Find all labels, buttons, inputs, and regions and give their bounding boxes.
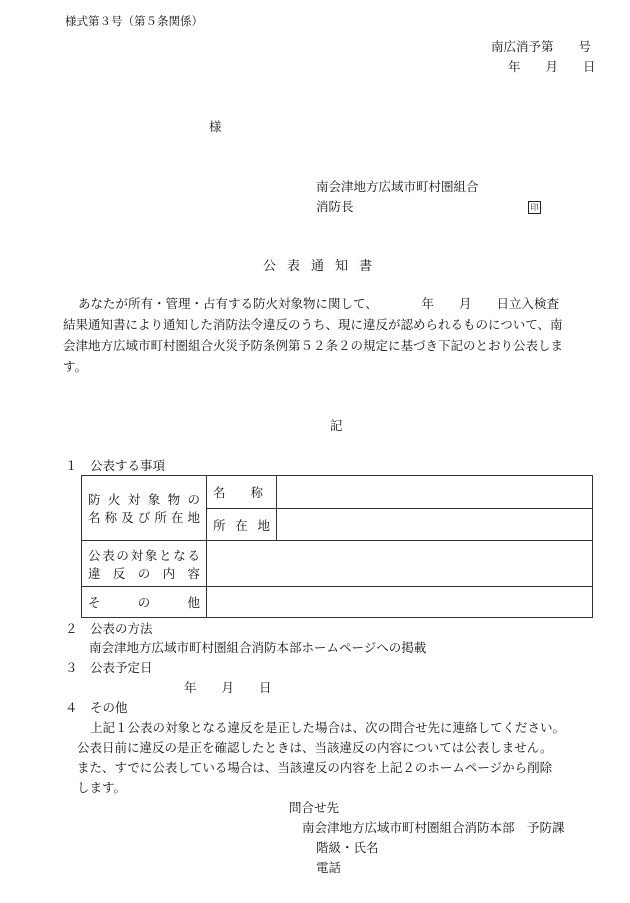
violation-value-cell[interactable]	[207, 541, 593, 587]
document-number: 南広消予第 号	[491, 39, 592, 54]
body-line-1: あなたが所有・管理・占有する防火対象物に関して、 年 月 日立入検査	[78, 296, 560, 311]
ki-heading: 記	[330, 418, 343, 433]
section-3-heading: ３ 公表予定日	[65, 660, 153, 675]
name-label-cell	[207, 476, 277, 509]
section-2-heading: ２ 公表の方法	[65, 621, 153, 636]
section-4-line-3: また、すでに公表している場合は、当該違反の内容を上記２のホームページから削除	[77, 760, 553, 775]
address-value-cell[interactable]	[277, 509, 593, 541]
other-label-cell	[82, 587, 207, 618]
violation-label-line1: 公表の対象となる	[88, 547, 200, 563]
contact-phone-line: 電話	[316, 860, 342, 875]
target-label-line2: 名称及び所在地	[88, 510, 200, 525]
document-title: 公表通知書	[263, 259, 384, 274]
name-value-cell[interactable]	[277, 476, 593, 509]
section-3-date: 年 月 日	[184, 680, 272, 695]
contact-heading: 問合せ先	[289, 800, 340, 815]
other-value-cell[interactable]	[207, 587, 593, 618]
issue-date: 年 月 日	[508, 59, 596, 74]
body-line-4: す。	[63, 359, 88, 374]
target-label-cell	[82, 476, 207, 541]
target-label-line1: 防火対象物の	[88, 492, 200, 507]
contact-department: 南会津地方広域市町村圏組合消防本部 予防課	[302, 820, 565, 835]
violation-label-line2: 違反の内容	[88, 565, 200, 581]
other-label: その他	[88, 595, 200, 610]
address-label-cell	[207, 509, 277, 541]
issuer-title: 消防長	[316, 199, 354, 214]
disclosure-table	[81, 475, 593, 618]
section-4-line-4: します。	[77, 780, 127, 795]
section-4-line-1: 上記１公表の対象となる違反を是正した場合は、次の問合せ先に連絡してください。	[90, 720, 566, 735]
body-line-2: 結果通知書により通知した消防法令違反のうち、現に違反が認められるものについて、南	[63, 317, 563, 332]
section-4-heading: ４ その他	[65, 700, 128, 715]
seal-mark: 印	[528, 201, 541, 214]
form-number: 様式第３号（第５条関係）	[65, 14, 203, 28]
name-label: 名 称	[213, 485, 264, 500]
addressee-honorific: 様	[209, 119, 222, 134]
section-1-heading: １ 公表する事項	[65, 458, 166, 473]
section-4-line-2: 公表日前に違反の是正を確認したときは、当該違反の内容については公表しません。	[77, 740, 553, 755]
issuer-organization: 南会津地方広域市町村圏組合	[316, 179, 479, 194]
contact-name-line: 階級・氏名	[316, 840, 379, 855]
body-line-3: 会津地方広域市町村圏組合火災予防条例第５２条２の規定に基づき下記のとおり公表しま	[63, 338, 564, 353]
address-label: 所在地	[213, 517, 270, 533]
violation-label-cell	[82, 541, 207, 587]
section-2-content: 南会津地方広域市町村圏組合消防本部ホームページへの掲載	[89, 640, 427, 655]
